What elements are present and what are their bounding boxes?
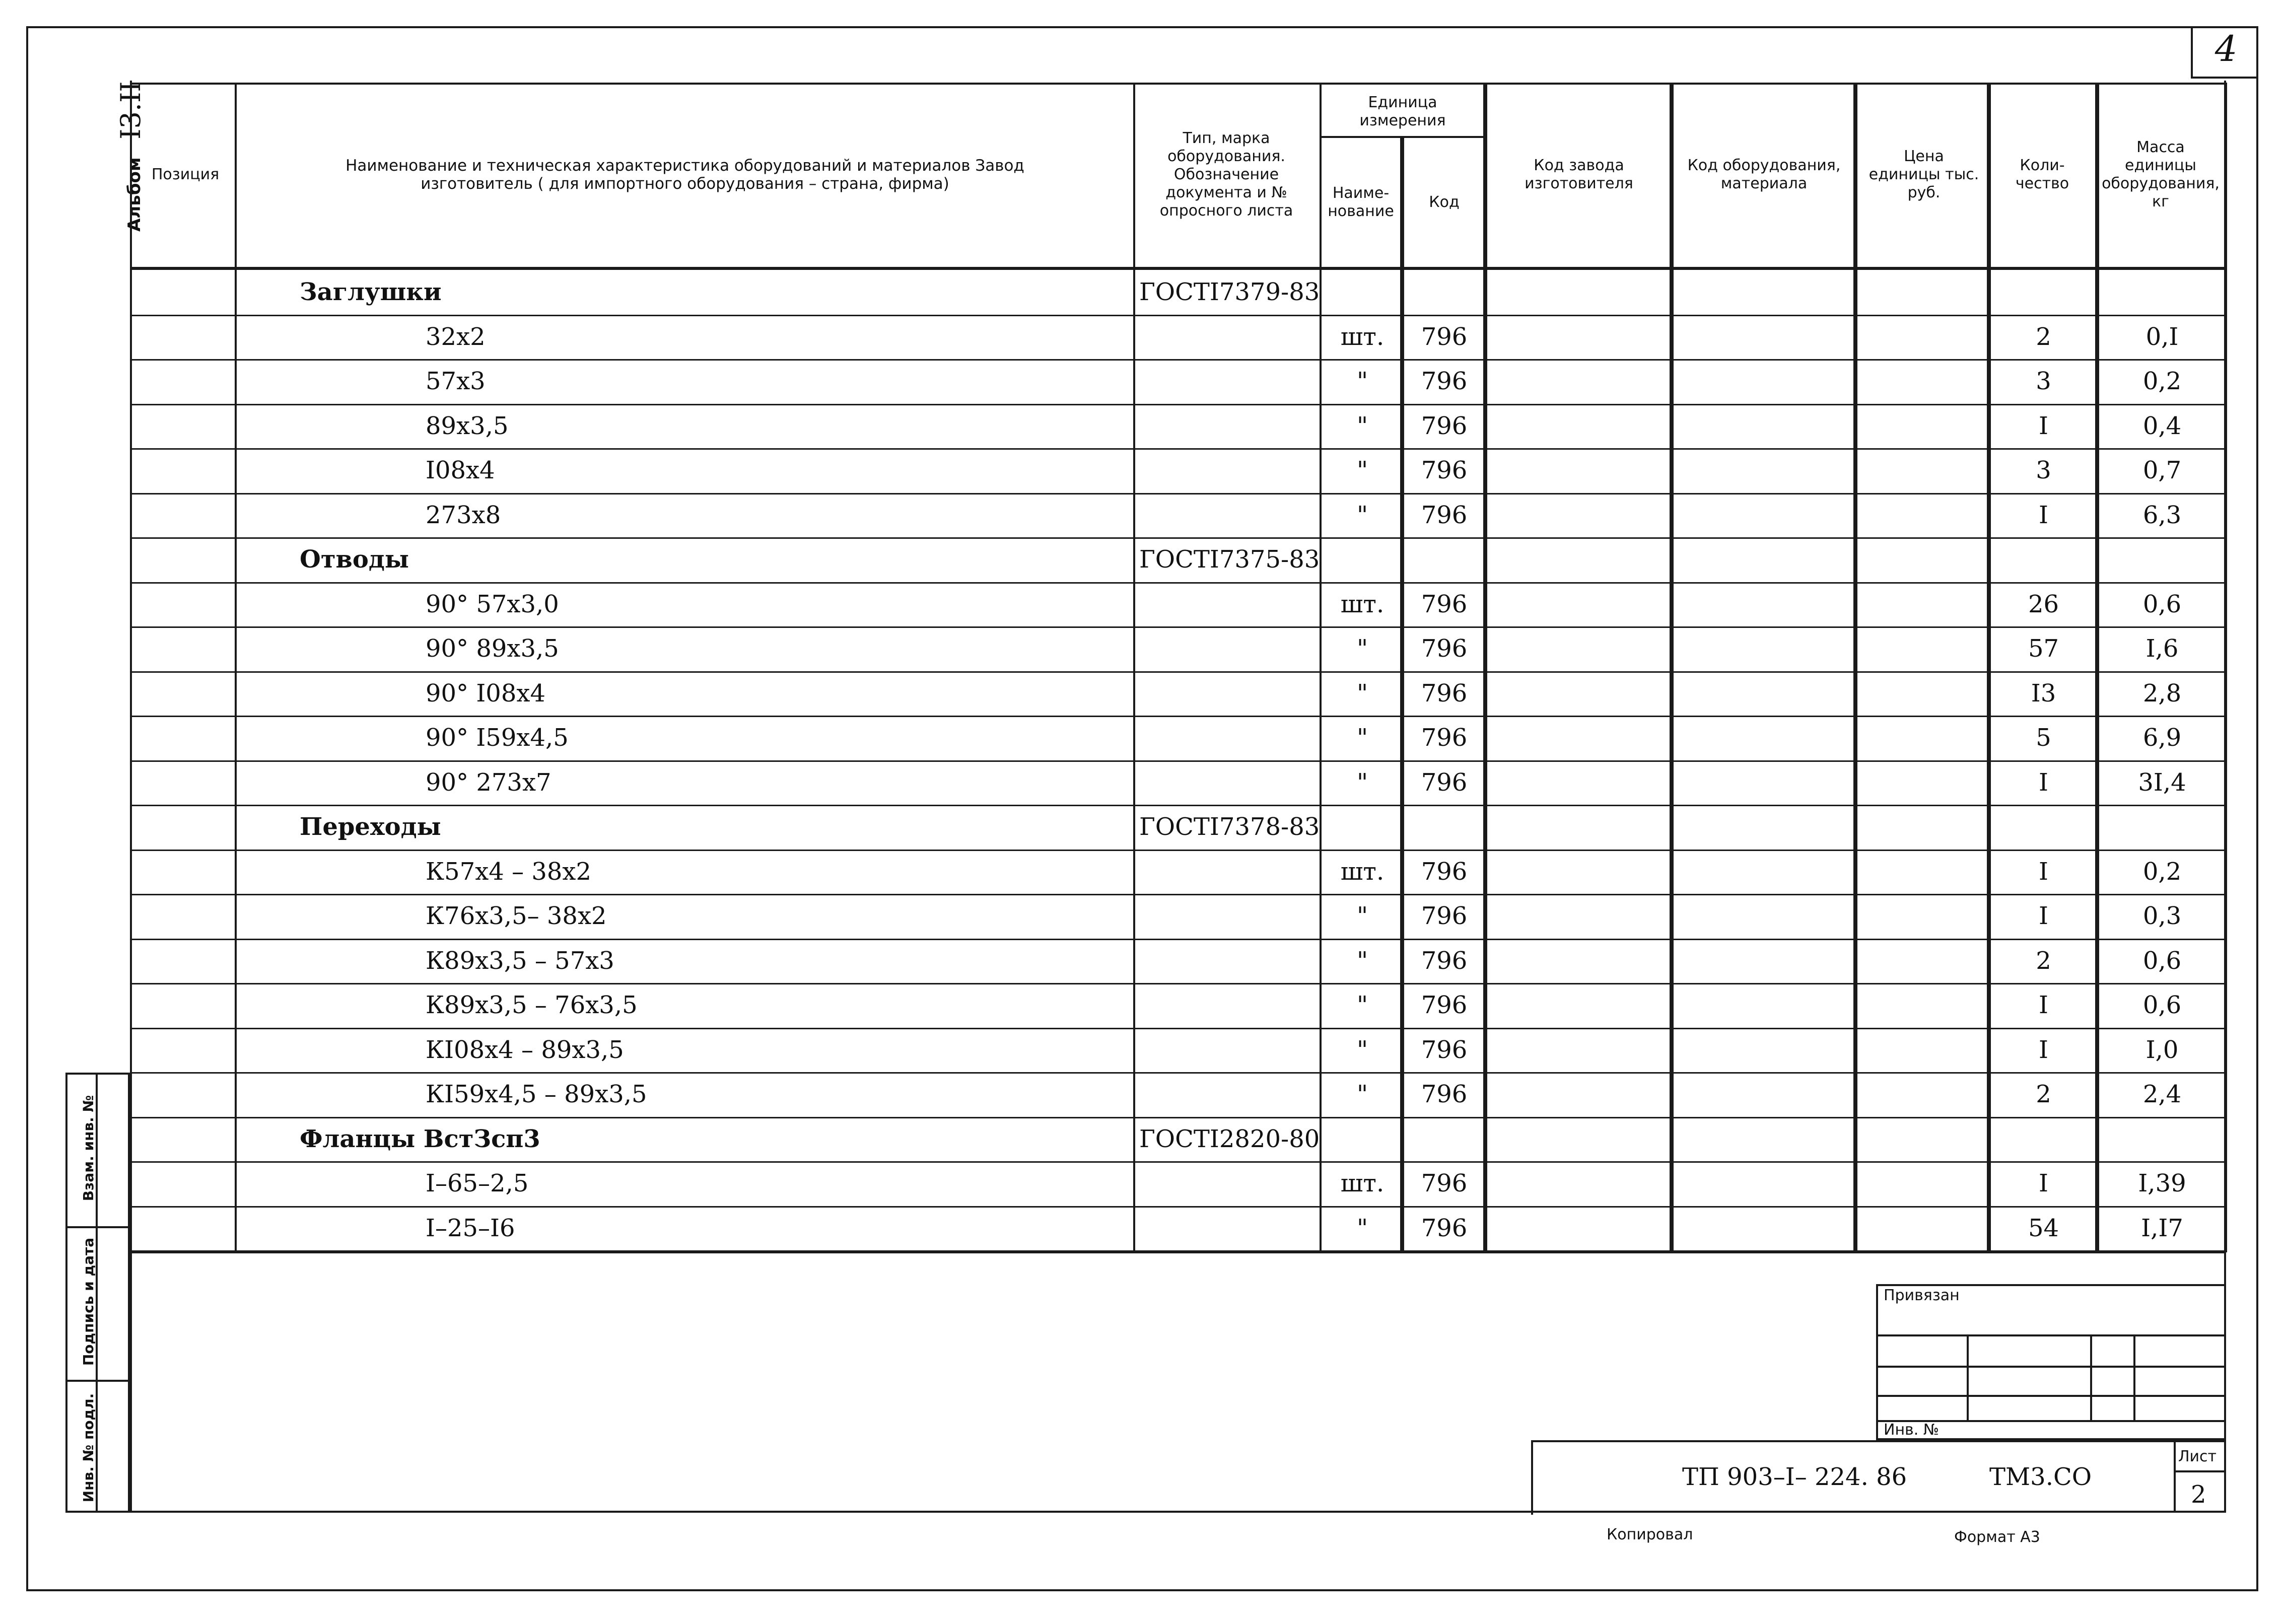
item-qty: I	[2039, 768, 2048, 797]
item-name: КI59x4,5 – 89x3,5	[426, 1080, 647, 1108]
item-code: 796	[1421, 1169, 1468, 1197]
header-unit: Единица измерения	[1359, 94, 1446, 129]
item-name: К76x3,5– 38x2	[426, 902, 607, 930]
item-code: 796	[1421, 1214, 1468, 1242]
item-name: К57x4 – 38x2	[426, 858, 592, 886]
item-name: I–65–2,5	[426, 1169, 529, 1197]
item-name: 32x2	[426, 323, 486, 351]
col-line	[1483, 83, 1487, 1252]
header-equip-code: Код оборудования, материала	[1687, 157, 1841, 192]
item-name: I–25–I6	[426, 1214, 515, 1242]
header-unit-name: Наиме- нование	[1328, 184, 1394, 220]
item-mass: 6,9	[2142, 724, 2182, 752]
item-type: ГОСТI7375-83	[1139, 545, 1320, 574]
item-mass: 2,8	[2142, 679, 2182, 708]
item-mass: I,6	[2145, 634, 2179, 663]
item-mass: 3I,4	[2138, 768, 2186, 797]
item-qty: I	[2039, 991, 2048, 1019]
item-unit: "	[1356, 501, 1368, 529]
item-mass: 0,7	[2142, 456, 2182, 484]
item-code: 796	[1421, 724, 1468, 752]
header-mass: Масса единицы оборудования, кг	[2102, 138, 2220, 210]
group-name: Отводы	[300, 545, 409, 574]
row-line	[132, 493, 2226, 495]
item-name: 57x3	[426, 367, 486, 395]
item-qty: 2	[2036, 947, 2051, 975]
item-type: ГОСТI2820-80	[1139, 1125, 1320, 1153]
table-bottom-line	[132, 1250, 2226, 1253]
doc-mark: ТМ3.СО	[1989, 1463, 2092, 1491]
col-line	[1320, 83, 1322, 1252]
inv-label: Инв. №	[1884, 1421, 1940, 1439]
item-code: 796	[1421, 1080, 1468, 1108]
side-stamp-label: Инв. № подл.	[80, 1393, 97, 1503]
item-unit: шт.	[1340, 323, 1385, 351]
copied-label: Копировал	[1607, 1526, 1693, 1543]
item-qty: 2	[2036, 1080, 2051, 1108]
bound-line	[2133, 1334, 2135, 1420]
item-qty: I3	[2031, 679, 2056, 708]
bound-line	[1967, 1334, 1969, 1420]
row-line	[132, 626, 2226, 628]
stamp-sheet-divider	[2174, 1440, 2176, 1513]
item-unit: "	[1356, 1080, 1368, 1108]
group-name: Фланцы ВстЗсп3	[300, 1125, 540, 1153]
item-mass: 6,3	[2142, 501, 2182, 529]
item-unit: шт.	[1340, 1169, 1385, 1197]
group-name: Переходы	[300, 813, 441, 841]
item-qty: 3	[2036, 456, 2051, 484]
item-unit: "	[1356, 367, 1368, 395]
item-name: 89x3,5	[426, 412, 509, 440]
item-mass: 0,4	[2142, 412, 2182, 440]
item-qty: I	[2039, 902, 2048, 930]
item-code: 796	[1421, 323, 1468, 351]
item-mass: I,I7	[2141, 1214, 2183, 1242]
item-name: 90° 273x7	[426, 768, 551, 797]
row-line	[132, 359, 2226, 361]
row-line	[132, 716, 2226, 717]
item-name: I08x4	[426, 456, 495, 484]
row-line	[132, 1072, 2226, 1074]
col-line	[2095, 83, 2099, 1252]
row-line	[132, 315, 2226, 316]
sheet-label: Лист	[2178, 1448, 2217, 1465]
item-mass: I,0	[2145, 1036, 2179, 1064]
item-mass: 2,4	[2142, 1080, 2182, 1108]
header-type: Тип, марка оборудования. Обозначение документа и № опросного листа	[1159, 129, 1293, 220]
row-line	[132, 1028, 2226, 1029]
item-unit: "	[1356, 724, 1368, 752]
header-qty: Коли- чество	[2015, 157, 2069, 192]
item-qty: I	[2039, 858, 2048, 886]
col-line	[1133, 83, 1135, 1252]
row-line	[132, 537, 2226, 539]
item-qty: I	[2039, 501, 2048, 529]
item-code: 796	[1421, 367, 1468, 395]
sheet-number: 2	[2191, 1480, 2206, 1509]
group-name: Заглушки	[300, 278, 442, 306]
item-name: 90° 89x3,5	[426, 634, 559, 663]
bound-line	[1876, 1395, 2224, 1397]
item-qty: 3	[2036, 367, 2051, 395]
row-line	[132, 760, 2226, 762]
item-code: 796	[1421, 1036, 1468, 1064]
item-type: ГОСТI7378-83	[1139, 813, 1320, 841]
side-stamp-label: Взам. инв. №	[80, 1095, 97, 1202]
header-bottom-line	[132, 267, 2226, 270]
col-line	[235, 83, 237, 1252]
item-code: 796	[1421, 991, 1468, 1019]
item-name: КI08x4 – 89x3,5	[426, 1036, 624, 1064]
item-unit: шт.	[1340, 590, 1385, 618]
row-line	[132, 1206, 2226, 1208]
item-code: 796	[1421, 634, 1468, 663]
row-line	[132, 894, 2226, 895]
item-type: ГОСТI7379-83	[1139, 278, 1320, 306]
item-name: 273x8	[426, 501, 501, 529]
row-line	[132, 404, 2226, 405]
item-unit: "	[1356, 679, 1368, 708]
item-unit: "	[1356, 1214, 1368, 1242]
item-unit: шт.	[1340, 858, 1385, 886]
row-line	[132, 671, 2226, 673]
bound-line	[2090, 1334, 2092, 1420]
item-qty: I	[2039, 1036, 2048, 1064]
bound-label: Привязан	[1884, 1287, 1960, 1304]
item-qty: 5	[2036, 724, 2051, 752]
item-unit: "	[1356, 768, 1368, 797]
col-line	[1987, 83, 1991, 1252]
item-code: 796	[1421, 768, 1468, 797]
item-code: 796	[1421, 590, 1468, 618]
item-unit: "	[1356, 634, 1368, 663]
item-qty: I	[2039, 1169, 2048, 1197]
col-line	[1670, 83, 1674, 1252]
row-line	[132, 939, 2226, 940]
item-name: К89x3,5 – 76x3,5	[426, 991, 638, 1019]
item-mass: 0,6	[2142, 590, 2182, 618]
row-line	[132, 805, 2226, 806]
col-line	[1400, 136, 1404, 1252]
item-mass: 0,3	[2142, 902, 2182, 930]
item-unit: "	[1356, 991, 1368, 1019]
item-qty: 57	[2028, 634, 2059, 663]
item-qty: 26	[2028, 590, 2059, 618]
row-line	[132, 582, 2226, 584]
row-line	[132, 850, 2226, 851]
bound-line	[1876, 1366, 2224, 1368]
item-mass: 0,6	[2142, 947, 2182, 975]
item-name: 90° 57x3,0	[426, 590, 559, 618]
item-unit: "	[1356, 412, 1368, 440]
bound-block	[1876, 1284, 2224, 1440]
item-mass: 0,2	[2142, 858, 2182, 886]
sheet-corner-number: 4	[2214, 28, 2238, 69]
item-code: 796	[1421, 858, 1468, 886]
item-code: 796	[1421, 902, 1468, 930]
col-line	[2224, 83, 2227, 1252]
item-code: 796	[1421, 679, 1468, 708]
header-position: Позиция	[151, 166, 220, 183]
item-code: 796	[1421, 456, 1468, 484]
col-line	[1853, 83, 1857, 1252]
item-mass: 0,I	[2145, 323, 2179, 351]
item-name: 90° I08x4	[426, 679, 545, 708]
item-code: 796	[1421, 947, 1468, 975]
album-label: Альбом I3.II	[115, 81, 147, 232]
item-code: 796	[1421, 501, 1468, 529]
item-qty: 2	[2036, 323, 2051, 351]
item-mass: 0,2	[2142, 367, 2182, 395]
header-unit-code: Код	[1429, 193, 1460, 211]
item-unit: "	[1356, 947, 1368, 975]
row-line	[132, 1161, 2226, 1163]
side-stamp-label: Подпись и дата	[80, 1237, 97, 1366]
row-line	[132, 1117, 2226, 1118]
bound-line	[1876, 1334, 2224, 1336]
item-mass: I,39	[2138, 1169, 2186, 1197]
item-unit: "	[1356, 1036, 1368, 1064]
row-line	[132, 448, 2226, 450]
item-unit: "	[1356, 456, 1368, 484]
item-qty: 54	[2028, 1214, 2059, 1242]
format-label: Формат А3	[1954, 1528, 2040, 1546]
row-line	[132, 983, 2226, 984]
header-maker-code: Код завода изготовителя	[1525, 157, 1633, 192]
item-name: К89x3,5 – 57x3	[426, 947, 614, 975]
doc-code: ТП 903–I– 224. 86	[1682, 1463, 1907, 1491]
item-name: 90° I59x4,5	[426, 724, 569, 752]
item-code: 796	[1421, 412, 1468, 440]
item-mass: 0,6	[2142, 991, 2182, 1019]
stamp-sheet-divider	[2174, 1470, 2224, 1472]
header-name: Наименование и техническая характеристика оборудований и материалов Завод изготовитель ( для импортного оборудования – страна, фирма)	[345, 157, 1024, 193]
header-price: Цена единицы тыс. руб.	[1868, 148, 1979, 201]
item-unit: "	[1356, 902, 1368, 930]
item-qty: I	[2039, 412, 2048, 440]
